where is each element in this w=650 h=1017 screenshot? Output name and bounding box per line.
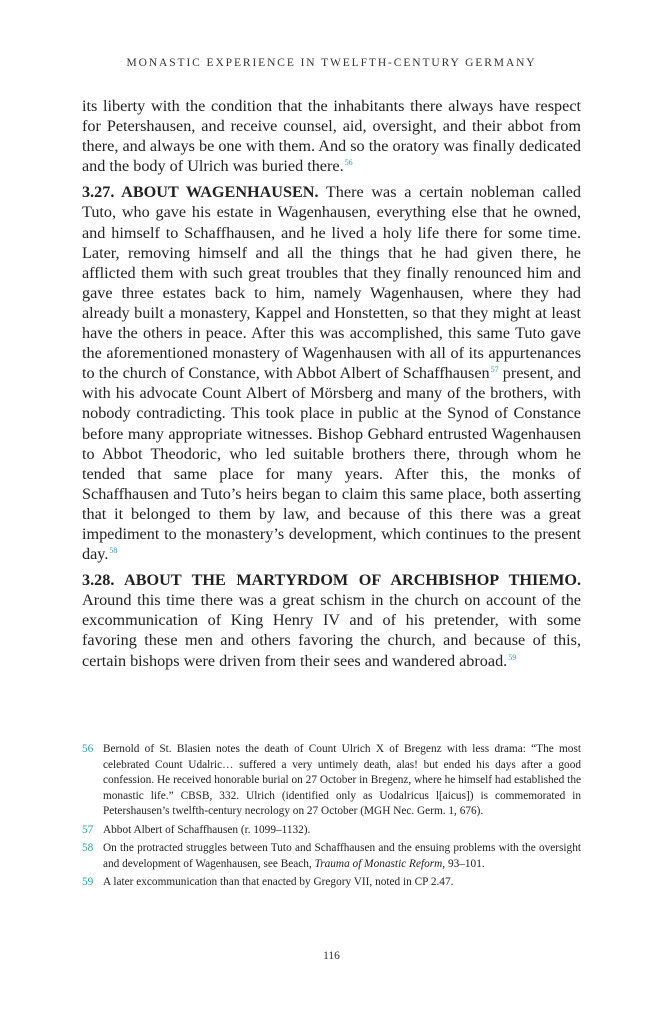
main-text [82,96,581,677]
footnote-ref-59[interactable]: 59 [508,652,517,662]
section-3-27-text-a: There was a certain nobleman called Tuto, who gave his estate in Wagenhausen, everything else that he owned, and himself to Schaffhausen, and he lived a holy life there for some time. Later, removing himself and all the things that he had given there, he afflicted them with such great troubles that they finally renounced him and gave three estates back to him, namely Wagenhausen, where they had already built a monastery, Kappel and Honstetten, so that they might at least have the others in peace. After this was accomplished, this same Tuto gave the aforementioned monastery of Wagenhausen with all of its appurtenances to the church of Constance, with Abbot Albert of Schaffhausen [82,183,581,383]
page-number: 116 [323,950,340,962]
footnote-text: Abbot Albert of Schaffhausen (r. 1099–1132). [103,823,311,836]
footnote-58 [82,841,581,872]
footnote-text [103,841,581,872]
footnote-book-title: Trauma of Monastic Reform [314,857,443,870]
running-head: MONASTIC EXPERIENCE IN TWELFTH-CENTURY GERMANY [126,57,537,69]
footnote-ref-58[interactable]: 58 [109,546,118,556]
section-3-28-text: Around this time there was a great schism in the church on account of the excommunication of King Henry IV and of his pretender, with some favoring these men and others favoring the church, and because of this, certain bishops were driven from their sees and wandered abroad. [82,591,581,670]
paragraph-continuation [82,96,581,176]
section-heading-3-27: 3.27. ABOUT WAGENHAUSEN. [82,183,319,202]
footnote-number: 59 [82,876,94,888]
footnote-text: A later excommunication than that enacted by Gregory VII, noted in CP 2.47. [103,876,454,888]
section-3-28 [82,570,581,670]
footnote-text: Bernold of St. Blasien notes the death of Count Ulrich X of Bregenz with less drama: “The most celebrated Count Udalric… suffered a very untimely death, alas! but ended his days after a good confession. He received honorable burial on 27 October in Bregenz, where he himself had established the monastic life.” CBSB, 332. Ulrich (identified only as Uodalricus l[aicus]) is commemorated in Petershausen’s twelfth-century necrology on 27 October (MGH Nec. Germ. 1, 676). [103,743,581,817]
section-3-27-text-b: present, and with his advocate Count Albert of Mörsberg and many of the brothers, with nobody contradicting. This took place in public at the Synod of Constance before many appropriate witnesses. Bishop Gebhard entrusted Wagenhausen to Abbot Theodoric, who led suitable brothers there, through whom he tended that same place for many years. After this, the monks of Schaffhausen and Tuto’s heirs began to claim this same place, both asserting that it belonged to them by law, and because of this there was a great impediment to the monastery’s development, which continues to the present day. [82,364,582,564]
footnote-text-b: , 93–101. [442,857,485,870]
footnote-number: 57 [82,823,94,836]
footnote-ref-57[interactable]: 57 [490,365,499,375]
section-heading-3-28: 3.28. ABOUT THE MARTYRDOM OF ARCHBISHOP THIEMO. [82,571,581,590]
footnotes [82,742,581,894]
footnote-57 [82,823,581,839]
footnote-number: 56 [82,743,94,755]
paragraph-text: its liberty with the condition that the inhabitants there always have respect for Petershausen, and receive counsel, aid, oversight, and their abbot from there, and always be one with them. And so the oratory was finally dedicated and the body of Ulrich was buried there. [82,97,581,176]
footnote-number: 58 [82,842,94,854]
book-page [82,0,581,1017]
footnote-text-a: On the protracted struggles between Tuto and Schaffhausen and the ensuing problems with the oversight and development of Wagenhausen, see Beach, [103,842,581,870]
footnote-59 [82,875,581,891]
footnote-ref-56[interactable]: 56 [344,158,353,168]
footnote-56 [82,742,581,820]
section-3-27 [82,182,581,564]
